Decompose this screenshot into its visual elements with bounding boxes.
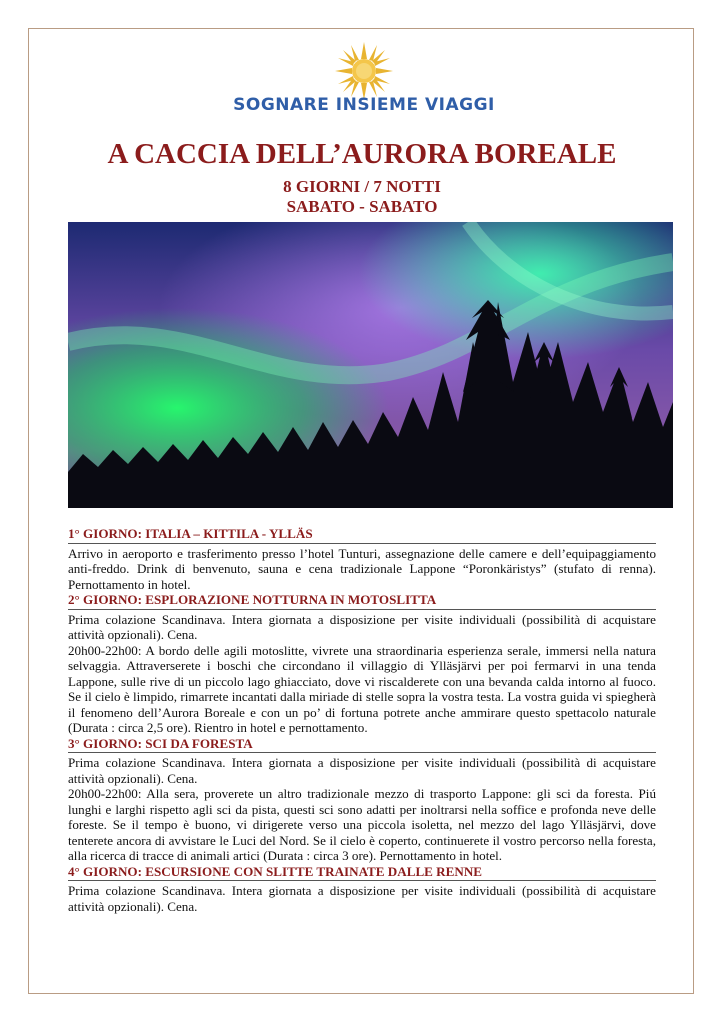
aurora-photo	[68, 222, 673, 508]
day-3-heading: 3° GIORNO: SCI DA FORESTA	[68, 736, 656, 754]
day-2-heading: 2° GIORNO: ESPLORAZIONE NOTTURNA IN MOTOSLITTA	[68, 592, 656, 610]
day-3	[68, 736, 656, 864]
brand-logo	[230, 40, 498, 120]
day-2-evening-text: 20h00-22h00: A bordo delle agili motoslitte, vivrete una straordinaria esperienza serale, immersi nella natura selvaggia. Attraverserete i boschi che circondano il villaggio di Ylläsjärvi per poi fermarvi in una tenda Lappone, sulle rive di un piccolo lago ghiacciato, dove vi riscalderete con una bevanda calda intorno al fuoco. Se il cielo è limpido, rimarrete incantati dalla miriade di stelle sopra la vostra testa. La vostra guida vi spiegherà il fenomeno dell’Aurora Boreale e con un po’ di fortuna potrete anche ammirare questo spettacolo naturale (Durata : circa 2,5 ore). Rientro in hotel e pernottamento.	[68, 642, 656, 735]
duration-subtitle: 8 GIORNI / 7 NOTTI	[283, 177, 441, 196]
day-1-text: Arrivo in aeroporto e trasferimento presso l’hotel Tunturi, assegnazione delle camere e dell’equipaggiamento anti-freddo. Drink di benvenuto, sauna e cena tradizionale Lappone “Poronkäristys” (stufato di renna). Pernottamento in hotel.	[68, 545, 656, 592]
day-1	[68, 526, 656, 592]
page-title: A CACCIA DELL’AURORA BOREALE	[107, 138, 617, 170]
day-4-heading: 4° GIORNO: ESCURSIONE CON SLITTE TRAINATE DALLE RENNE	[68, 864, 656, 882]
day-3-evening-text: 20h00-22h00: Alla sera, proverete un altro tradizionale mezzo di trasporto Lappone: gli sci da foresta. Piú lunghi e larghi rispetto agli sci da pista, questi sci sono adatti per inoltrarsi nella soffice e profonda neve delle foreste. Se il tempo è buono, vi dirigerete verso una piccola isoletta, nel mezzo del lago Ylläsjärvi, dove tenterete ancora di avvistare le Luci del Nord. Se il cielo è coperto, continuerete il vostro percorso nella foresta, alla ricerca di tracce di animali artici (Durata : circa 3 ore). Pernottamento in hotel.	[68, 786, 656, 863]
day-4-text: Prima colazione Scandinava. Intera giornata a disposizione per visite individuali (possibilità di acquistare attività opzionali). Cena.	[68, 883, 656, 914]
day-2-text: Prima colazione Scandinava. Intera giornata a disposizione per visite individuali (possibilità di acquistare attività opzionali). Cena.	[68, 611, 656, 642]
day-1-heading: 1° GIORNO: ITALIA – KITTILA - YLLÄS	[68, 526, 656, 544]
day-2	[68, 592, 656, 736]
day-3-text: Prima colazione Scandinava. Intera giornata a disposizione per visite individuali (possibilità di acquistare attività opzionali). Cena.	[68, 755, 656, 786]
day-4	[68, 864, 656, 915]
days-subtitle: SABATO - SABATO	[286, 197, 438, 216]
sun-icon	[335, 42, 393, 100]
itinerary	[68, 526, 656, 914]
brand-name: SOGNARE INSIEME VIAGGI	[233, 95, 495, 115]
